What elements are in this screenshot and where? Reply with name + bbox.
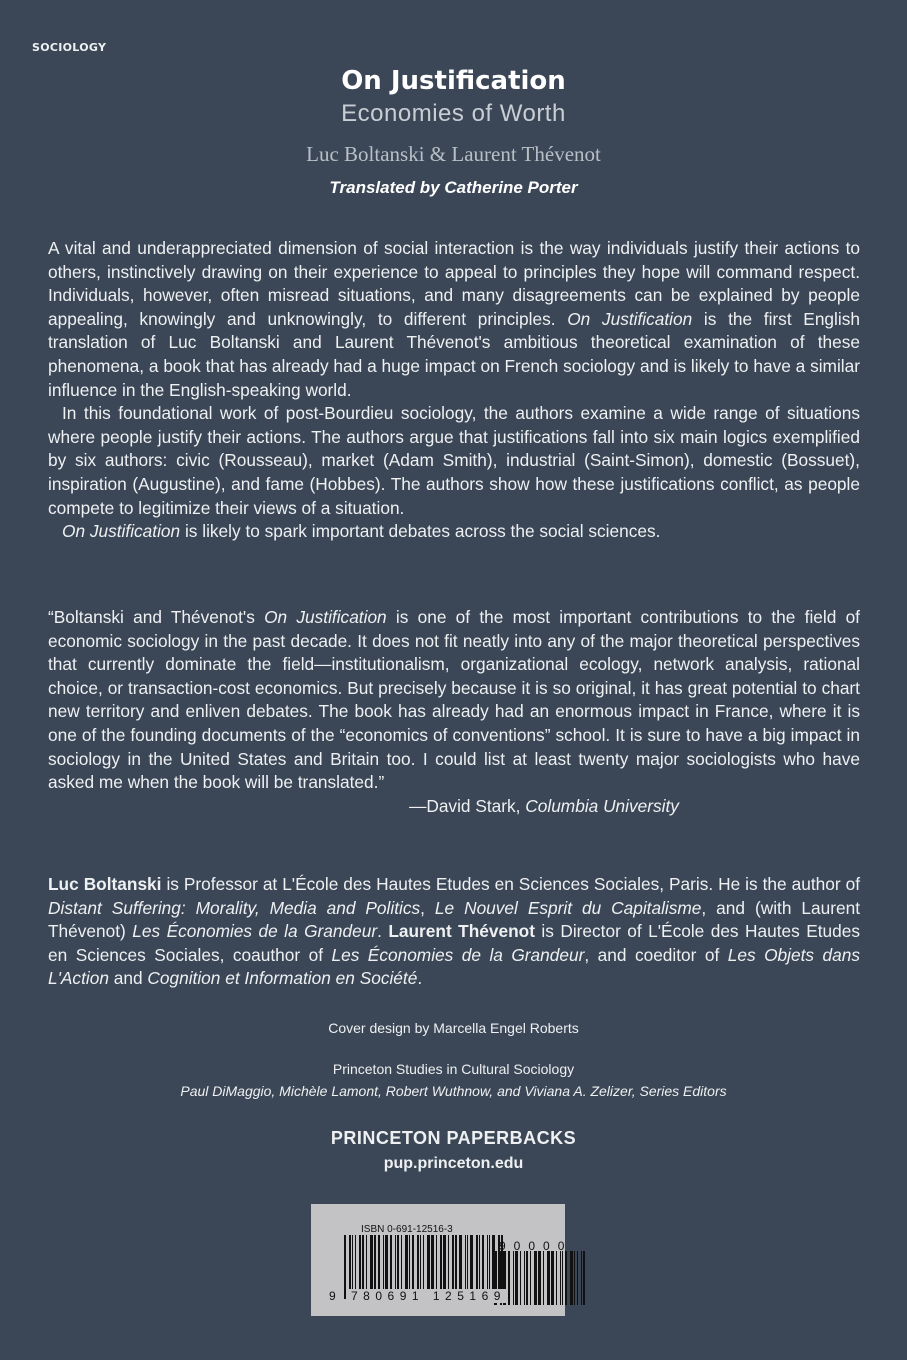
paragraph (48, 873, 860, 991)
text-segment: is the first English translation of Luc Boltanski and Laurent Thévenot's ambitious theoretical examination of these phenomena, a book that has already had a huge impact on French sociology and is likely to have a similar influence in the English-speaking world. (48, 308, 860, 400)
barcode-bar (515, 1251, 518, 1305)
text-segment: A vital and underappreciated dimension of social interaction is the way individuals justify their actions to others, instinctively drawing on their experience to appeal to principles they hope will command respect. Individuals, however, often misread situations, and many disagreements can be explained by people appealing, knowingly and unknowingly, to different principles. (48, 238, 860, 329)
text-segment: “Boltanski and Thévenot's (48, 607, 265, 627)
blurb-quote (48, 606, 860, 818)
barcode-bar (524, 1251, 525, 1305)
price-bars (494, 1251, 587, 1305)
isbn-text: ISBN 0-691-12516-3 (361, 1224, 453, 1235)
text-segment: On Justification (264, 607, 387, 627)
barcode-bar (530, 1251, 531, 1305)
text-segment: is one of the most important contributions to the field of economic sociology in the past decade. It does not fit neatly into any of the major theoretical perspectives that currently dominate the field—institutionalism, organizational ecology, network analysis, rational choice, or transaction-cost economics. But precisely because it is so original, it has great potential to chart new territory and enliven debates. The book has already had an enormous impact in France, where it is one of the founding documents of the “economics of conventions” school. It is sure to have a big impact in sociology in the United States and Britain too. I could list at least twenty major sociologists who have asked me when the book will be translated.” (48, 607, 860, 793)
barcode-bar (526, 1251, 528, 1305)
paragraph (48, 606, 860, 795)
barcode-lead-digit: 9 (329, 1289, 341, 1303)
paragraph (48, 237, 860, 402)
barcode-bar (551, 1251, 554, 1305)
text-segment: —David Stark, (409, 795, 526, 816)
barcode-bar (534, 1251, 537, 1305)
text-segment: Columbia University (525, 795, 679, 816)
text-segment: Laurent Thévenot (388, 921, 535, 942)
book-authors: Luc Boltanski & Laurent Thévenot (306, 142, 601, 166)
author-bios (48, 873, 860, 991)
description (48, 237, 860, 544)
publisher-imprint: PRINCETON PAPERBACKS (330, 1128, 577, 1148)
text-segment: Distant Suffering: Morality, Media and Politics (48, 897, 421, 918)
barcode-bar (344, 1235, 346, 1299)
text-segment: Cognition et Information en Société (147, 968, 418, 989)
barcode-bar (581, 1251, 582, 1305)
barcode-bar (508, 1251, 510, 1305)
category-label: SOCIOLOGY (32, 41, 107, 54)
barcode-bar (513, 1251, 514, 1305)
text-segment: is Director of L'École des Hautes Etudes en Sciences Sociales, coauthor of (48, 921, 861, 965)
text-segment: Les Économies de la Grandeur (331, 944, 585, 965)
text-segment: On Justification (567, 308, 693, 329)
barcode-bar (565, 1251, 567, 1305)
text-segment: On Justification (62, 521, 181, 542)
series-editors: Paul DiMaggio, Michèle Lamont, Robert Wuthnow, and Viviana A. Zelizer, Series Editors (180, 1083, 727, 1099)
text-segment: . (417, 968, 423, 989)
barcode-price-code: 90000 (499, 1239, 573, 1253)
text-segment: is Professor at L'École des Hautes Etudes en Sciences Sociales, Paris. He is the author of (161, 874, 860, 894)
barcode-bar (520, 1251, 521, 1305)
text-segment: Le Nouvel Esprit du Capitalisme (434, 897, 702, 918)
text-segment: is likely to spark important debates across the social sciences. (180, 521, 661, 542)
book-title: On Justification (341, 66, 566, 96)
barcode-bar (543, 1251, 544, 1305)
barcode-bar (547, 1251, 550, 1305)
text-segment: In this foundational work of post-Bourdieu sociology, the authors examine a wide range of situations where people justify their actions. The authors argue that justifications fall into six main logics exemplified by six authors: civic (Rousseau), market (Adam Smith), industrial (Saint-Simon), domestic (Bossuet), inspiration (Augustine), and fame (Hobbes). The authors show how these justifications conflict, as people compete to legitimize their views of a situation. (48, 403, 860, 518)
barcode-bar (556, 1251, 557, 1305)
publisher-url: pup.princeton.edu (383, 1155, 524, 1172)
text-segment: . (377, 921, 389, 942)
text-segment: , and (with Laurent Thévenot) (48, 897, 861, 942)
text-segment: , (420, 897, 435, 918)
paragraph (48, 402, 860, 520)
paragraph (228, 795, 860, 819)
barcode-bar (538, 1251, 541, 1305)
barcode-bar (577, 1251, 578, 1305)
text-segment: Les Économies de la Grandeur (132, 921, 378, 942)
series-name: Princeton Studies in Cultural Sociology (332, 1061, 575, 1077)
barcode-digits: 780691 125169 (351, 1289, 506, 1303)
barcode-bar (560, 1251, 561, 1305)
text-segment: Les Objets dans L'Action (48, 944, 860, 989)
translator-credit: Translated by Catherine Porter (329, 178, 578, 197)
isbn-barcode (311, 1204, 573, 1316)
text-segment: and (108, 968, 148, 989)
book-subtitle: Economies of Worth (341, 100, 566, 127)
barcode-bar (570, 1251, 573, 1305)
paragraph (48, 520, 860, 544)
barcode-bar (562, 1251, 563, 1305)
barcode-bar (583, 1251, 585, 1305)
barcode-bar (574, 1251, 575, 1305)
text-segment: , and coeditor of (584, 944, 728, 965)
text-segment: Luc Boltanski (48, 874, 162, 894)
cover-design-credit: Cover design by Marcella Engel Roberts (328, 1020, 579, 1036)
